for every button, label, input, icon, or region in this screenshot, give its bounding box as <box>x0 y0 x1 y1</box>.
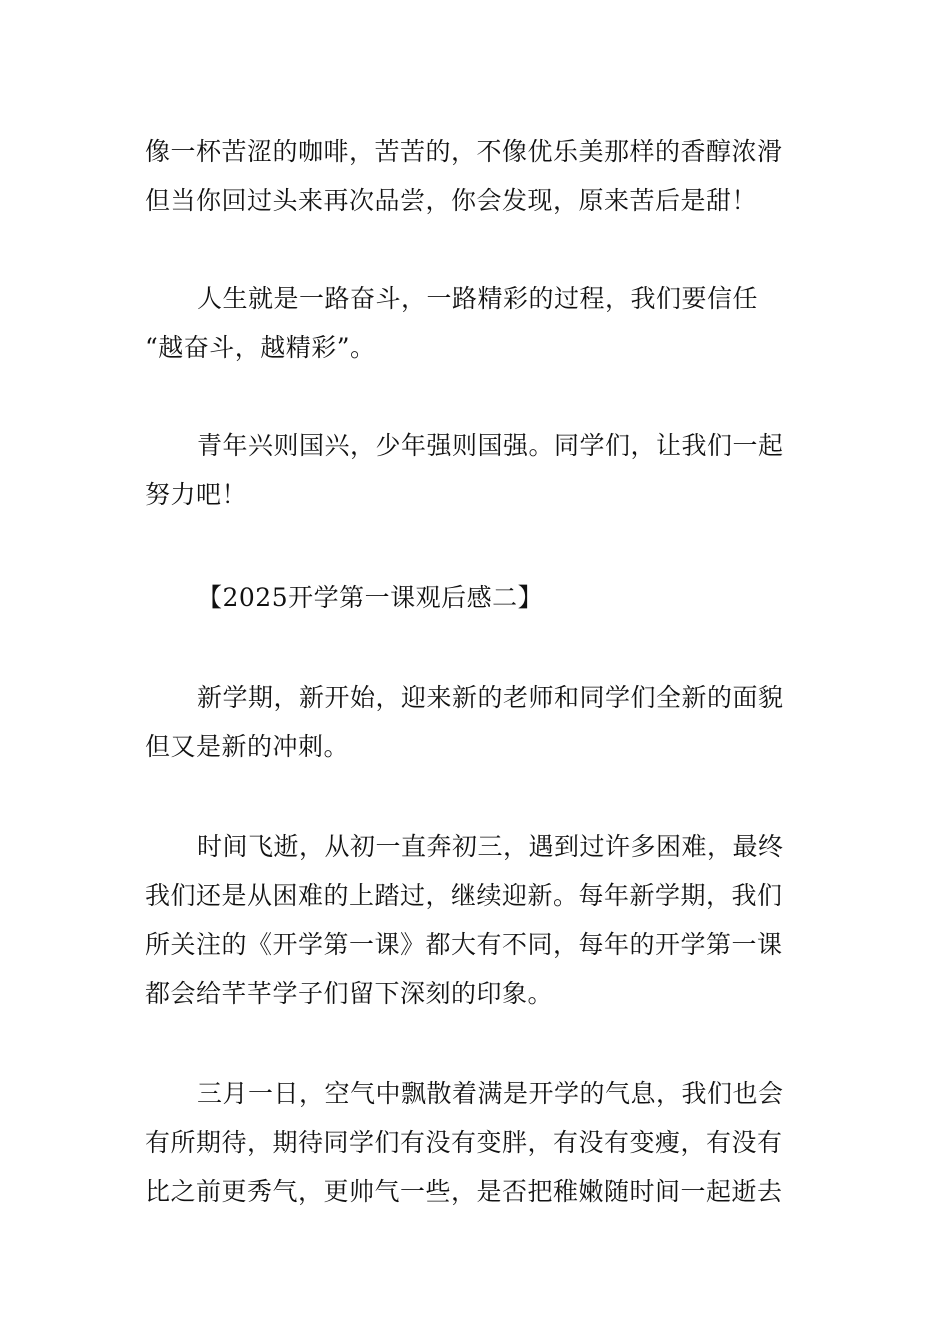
heading-text: 【2025开学第一课观后感二】 <box>197 583 544 612</box>
text-line: 都会给芊芊学子们留下深刻的印象。 <box>145 979 554 1008</box>
paragraph-youth <box>145 421 810 519</box>
paragraph-march-first <box>145 1069 810 1216</box>
text-line: 所关注的《开学第一课》都大有不同，每年的开学第一课 <box>145 930 783 959</box>
paragraph-struggle <box>145 274 810 372</box>
text-line: 三月一日，空气中飘散着满是开学的气息，我们也会 <box>197 1079 784 1108</box>
text-line: 青年兴则国兴，少年强则国强。同学们，让我们一起 <box>197 431 784 460</box>
text-line: 我们还是从困难的上踏过，继续迎新。每年新学期，我们 <box>145 881 783 910</box>
text-line: “越奋斗，越精彩”。 <box>145 333 376 362</box>
text-line: 但又是新的冲刺。 <box>145 732 350 761</box>
paragraph-new-term <box>145 673 810 771</box>
text-line: 比之前更秀气，更帅气一些，是否把稚嫩随时间一起逝去 <box>145 1177 783 1206</box>
section-heading <box>145 573 810 622</box>
text-line: 有所期待，期待同学们有没有变胖，有没有变瘦，有没有 <box>145 1128 783 1157</box>
text-line: 努力吧！ <box>145 480 248 509</box>
text-line: 但当你回过头来再次品尝，你会发现，原来苦后是甜！ <box>145 186 758 215</box>
paragraph-time-flies <box>145 822 810 1018</box>
text-line: 像一杯苦涩的咖啡，苦苦的，不像优乐美那样的香醇浓滑 <box>145 137 783 166</box>
text-line: 时间飞逝，从初一直奔初三，遇到过许多困难，最终 <box>197 832 784 861</box>
text-line: 新学期，新开始，迎来新的老师和同学们全新的面貌 <box>197 683 784 712</box>
text-line: 人生就是一路奋斗，一路精彩的过程，我们要信任 <box>197 284 759 313</box>
paragraph-coffee <box>145 127 810 225</box>
